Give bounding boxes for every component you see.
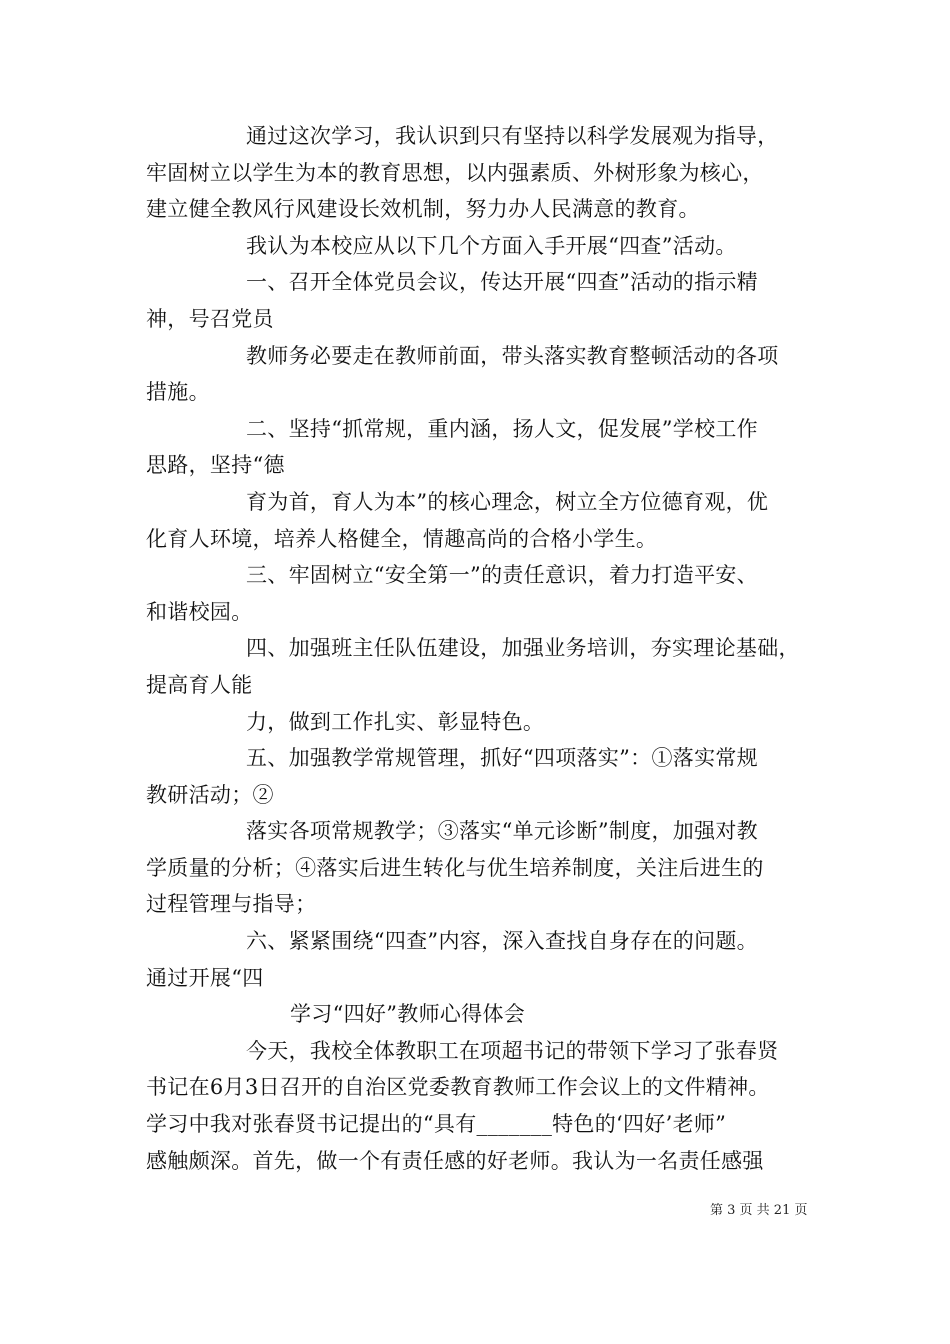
text-line: 五、加强教学常规管理，抓好“四项落实”：①落实常规: [246, 746, 758, 771]
text-line: 一、召开全体党员会议，传达开展“四查”活动的指示精: [246, 270, 758, 295]
text-line: 三、牢固树立“安全第一”的责任意识，着力打造平安、: [246, 563, 758, 588]
text-line: 措施。: [146, 380, 210, 405]
text-line: 和谐校园。: [146, 599, 253, 624]
text-line: 通过这次学习，我认识到只有坚持以科学发展观为指导，: [246, 124, 779, 148]
paragraph-block: [146, 118, 826, 996]
text-line: 化育人环境，培养人格健全，情趣高尚的合格小学生。: [146, 526, 658, 551]
text-line: 力，做到工作扎实、彰显特色。: [246, 709, 545, 734]
text-line: 思路，坚持“德: [146, 453, 285, 478]
section-text-line: 今天，我校全体教职工在项超书记的带领下学习了张春贤: [246, 1038, 779, 1063]
text-line: 学质量的分析；④落实后进生转化与优生培养制度，关注后进生的: [146, 855, 764, 880]
section-block: [146, 1033, 826, 1179]
document-body: [146, 118, 826, 1179]
page-footer: 第 3 页 共 21 页: [710, 1203, 808, 1218]
text-line: 建立健全教风行风建设长效机制，努力办人民满意的教育。: [146, 197, 700, 222]
text-line: 过程管理与指导；: [146, 892, 317, 917]
section-title: 学习“四好”教师心得体会: [290, 1002, 526, 1027]
section-text-line: 书记在6月3日召开的自治区党委教育教师工作会议上的文件精神。: [146, 1075, 770, 1100]
text-line: 六、紧紧围绕“四查”内容，深入查找自身存在的问题。: [246, 929, 758, 954]
text-line: 落实各项常规教学；③落实“单元诊断”制度，加强对教: [246, 819, 758, 844]
section-text-line: 感触颇深。首先，做一个有责任感的好老师。我认为一名责任感强: [146, 1148, 764, 1173]
text-line: 提高育人能: [146, 672, 253, 697]
section-text-line: 学习中我对张春贤书记提出的“具有_______特色的‘四好’老师”: [146, 1112, 727, 1137]
text-line: 神，号召党员: [146, 306, 274, 331]
text-line: 牢固树立以学生为本的教育思想，以内强素质、外树形象为核心，: [146, 160, 764, 185]
text-line: 通过开展“四: [146, 965, 264, 990]
text-line: 教师务必要走在教师前面，带头落实教育整顿活动的各项: [246, 343, 779, 368]
text-line: 教研活动；②: [146, 782, 274, 807]
text-line: 四、加强班主任队伍建设，加强业务培训，夯实理论基础，: [246, 636, 800, 661]
text-line: 我认为本校应从以下几个方面入手开展“四查”活动。: [246, 233, 737, 258]
text-line: 育为首，育人为本”的核心理念，树立全方位德育观，优: [246, 489, 769, 514]
text-line: 二、坚持“抓常规，重内涵，扬人文，促发展”学校工作: [246, 416, 758, 441]
